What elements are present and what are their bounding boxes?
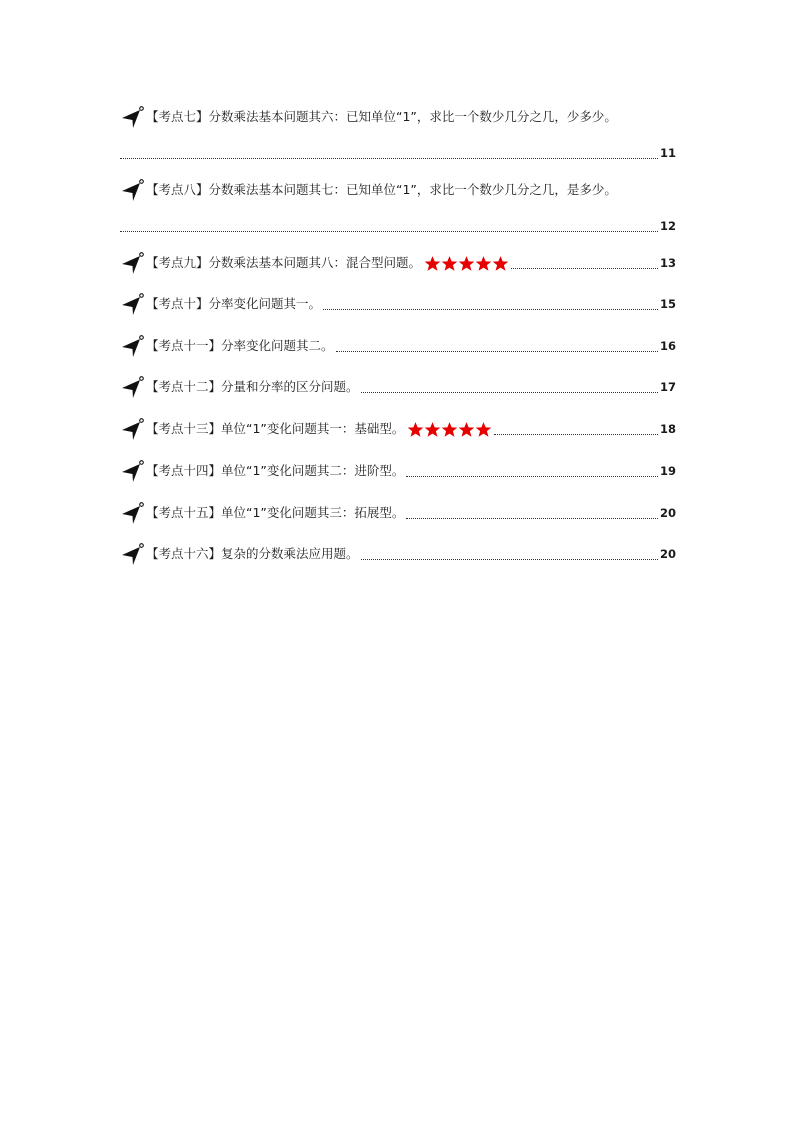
toc-entry-title: 【考点十四】单位“1”变化问题其二：进阶型。 [146,463,405,478]
star-icon [424,421,441,438]
star-icon [458,255,475,272]
star-icon [407,421,424,438]
toc-entry-page: 17 [659,380,676,394]
toc-entry-title: 【考点七】分数乘法基本问题其六：已知单位“1”，求比一个数少几分之几，少多少。 [146,109,617,124]
toc-entry-page: 15 [659,297,676,311]
toc-entry-13[interactable] [120,417,676,441]
toc-entry-14[interactable] [120,459,676,483]
pointer-arrow-icon [120,417,146,441]
toc-entry-page: 20 [659,506,676,520]
toc-entry-9[interactable] [120,251,676,275]
star-icon [458,421,475,438]
toc-entry-title: 【考点十二】分量和分率的区分问题。 [146,379,359,394]
toc-entry-7[interactable] [120,105,676,163]
pointer-arrow-icon [120,334,146,358]
toc-entry-title: 【考点十三】单位“1”变化问题其一：基础型。 [146,421,405,436]
pointer-arrow-icon [120,375,146,399]
pointer-arrow-icon [120,251,146,275]
pointer-arrow-icon [120,292,146,316]
toc-entry-8[interactable] [120,178,676,236]
toc-entry-page: 18 [659,422,676,436]
difficulty-rating [407,421,492,438]
pointer-arrow-icon [120,501,146,525]
dot-leader [323,309,658,310]
toc-entry-page: 19 [659,464,676,478]
toc-entry-page: 11 [659,146,676,160]
pointer-arrow-icon [120,542,146,566]
dot-leader [120,231,658,232]
star-icon [441,421,458,438]
dot-leader [406,476,658,477]
toc-entry-page: 12 [659,219,676,233]
pointer-arrow-icon [120,105,146,129]
toc-entry-title: 【考点十】分率变化问题其一。 [146,296,322,311]
dot-leader [361,559,658,560]
toc-entry-title: 【考点八】分数乘法基本问题其七：已知单位“1”，求比一个数少几分之几，是多少。 [146,182,617,197]
difficulty-rating [424,255,509,272]
dot-leader [361,392,658,393]
star-icon [441,255,458,272]
toc-entry-page: 16 [659,339,676,353]
toc-entry-12[interactable] [120,375,676,399]
dot-leader [120,158,658,159]
star-icon [424,255,441,272]
dot-leader [494,434,658,435]
toc-entry-15[interactable] [120,501,676,525]
toc-entry-page: 20 [659,547,676,561]
toc-entry-10[interactable] [120,292,676,316]
star-icon [492,255,509,272]
dot-leader [406,518,658,519]
toc-entry-page: 13 [659,256,676,270]
pointer-arrow-icon [120,178,146,202]
dot-leader [511,268,658,269]
star-icon [475,255,492,272]
toc-entry-title: 【考点十一】分率变化问题其二。 [146,338,334,353]
toc-entry-title: 【考点十六】复杂的分数乘法应用题。 [146,546,359,561]
toc-entry-16[interactable] [120,542,676,566]
pointer-arrow-icon [120,459,146,483]
toc-entry-11[interactable] [120,334,676,358]
toc-entry-title: 【考点九】分数乘法基本问题其八：混合型问题。 [146,255,422,270]
toc-entry-title: 【考点十五】单位“1”变化问题其三：拓展型。 [146,505,405,520]
dot-leader [336,351,658,352]
star-icon [475,421,492,438]
